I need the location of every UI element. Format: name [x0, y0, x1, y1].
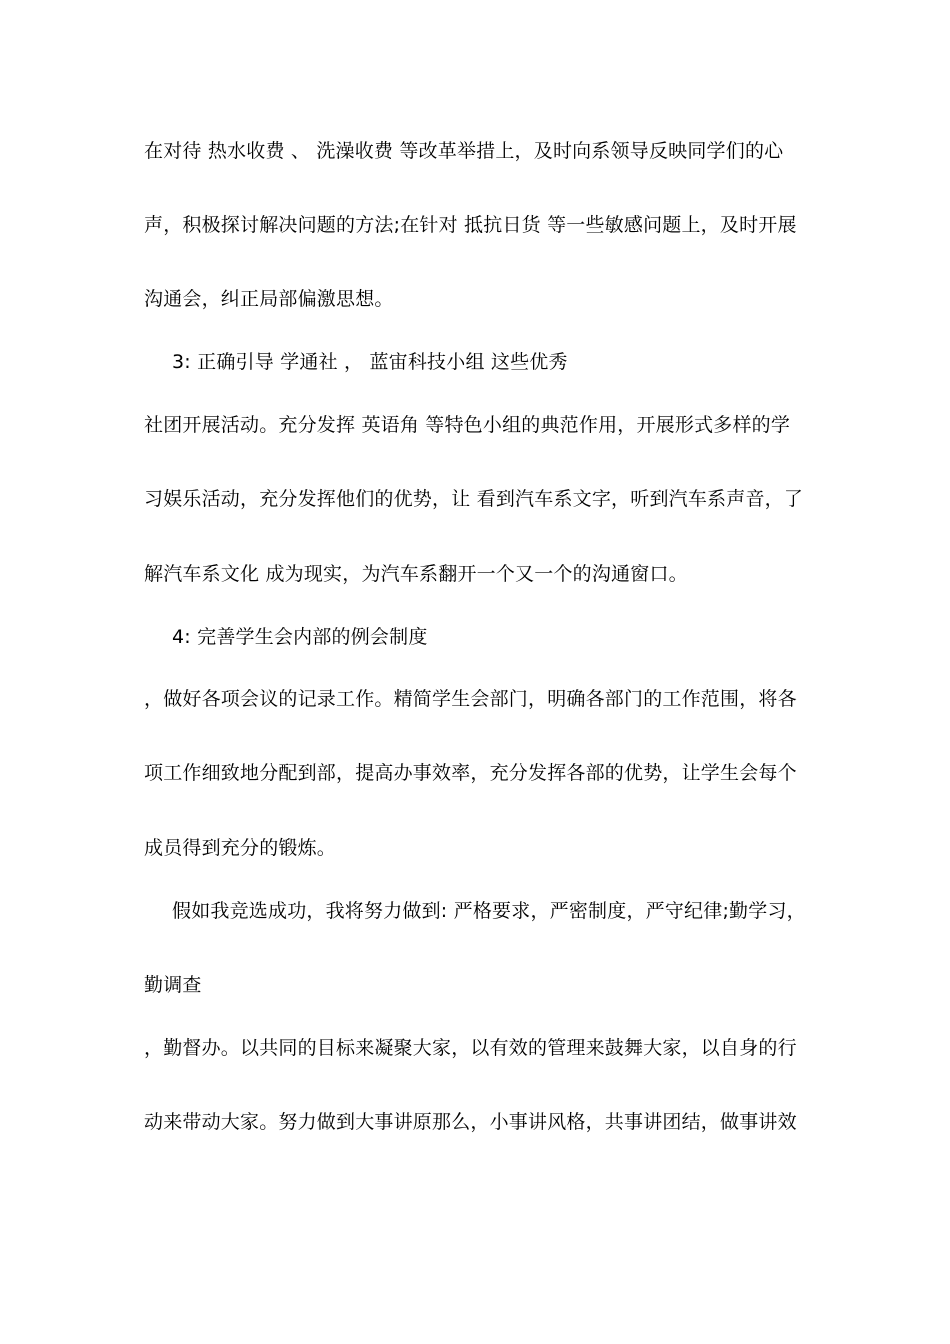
- text-line: 声，积极探讨解决问题的方法;在针对 抵抗日货 等一些敏感问题上，及时开展: [144, 214, 797, 236]
- text-line: ，勤督办。以共同的目标来凝聚大家，以有效的管理来鼓舞大家，以自身的行: [144, 1037, 797, 1059]
- text-line: 成员得到充分的锻炼。: [144, 837, 337, 859]
- text-line: 项工作细致地分配到部，提高办事效率，充分发挥各部的优势，让学生会每个: [144, 762, 797, 784]
- text-line: 动来带动大家。努力做到大事讲原那么，小事讲风格，共事讲团结，做事讲效: [144, 1111, 797, 1133]
- text-line: ，做好各项会议的记录工作。精简学生会部门，明确各部门的工作范围，将各: [144, 688, 797, 710]
- text-line: 解汽车系文化 成为现实，为汽车系翻开一个又一个的沟通窗口。: [144, 563, 688, 585]
- text-line: 习娱乐活动，充分发挥他们的优势，让 看到汽车系文字，听到汽车系声音，了: [144, 488, 804, 510]
- text-line: 在对待 热水收费 、 洗澡收费 等改革举措上，及时向系领导反映同学们的心: [144, 140, 784, 162]
- paragraph-start: 假如我竞选成功，我将努力做到: 严格要求，严密制度，严守纪律;勤学习，: [172, 900, 806, 922]
- text-line: 沟通会，纠正局部偏激思想。: [144, 288, 394, 310]
- text-line: 社团开展活动。充分发挥 英语角 等特色小组的典范作用，开展形式多样的学: [144, 414, 791, 436]
- numbered-item-4: 4: 完善学生会内部的例会制度: [172, 626, 428, 648]
- text-line: 勤调查: [144, 974, 202, 996]
- numbered-item-3: 3: 正确引导 学通社 ， 蓝宙科技小组 这些优秀: [172, 351, 568, 373]
